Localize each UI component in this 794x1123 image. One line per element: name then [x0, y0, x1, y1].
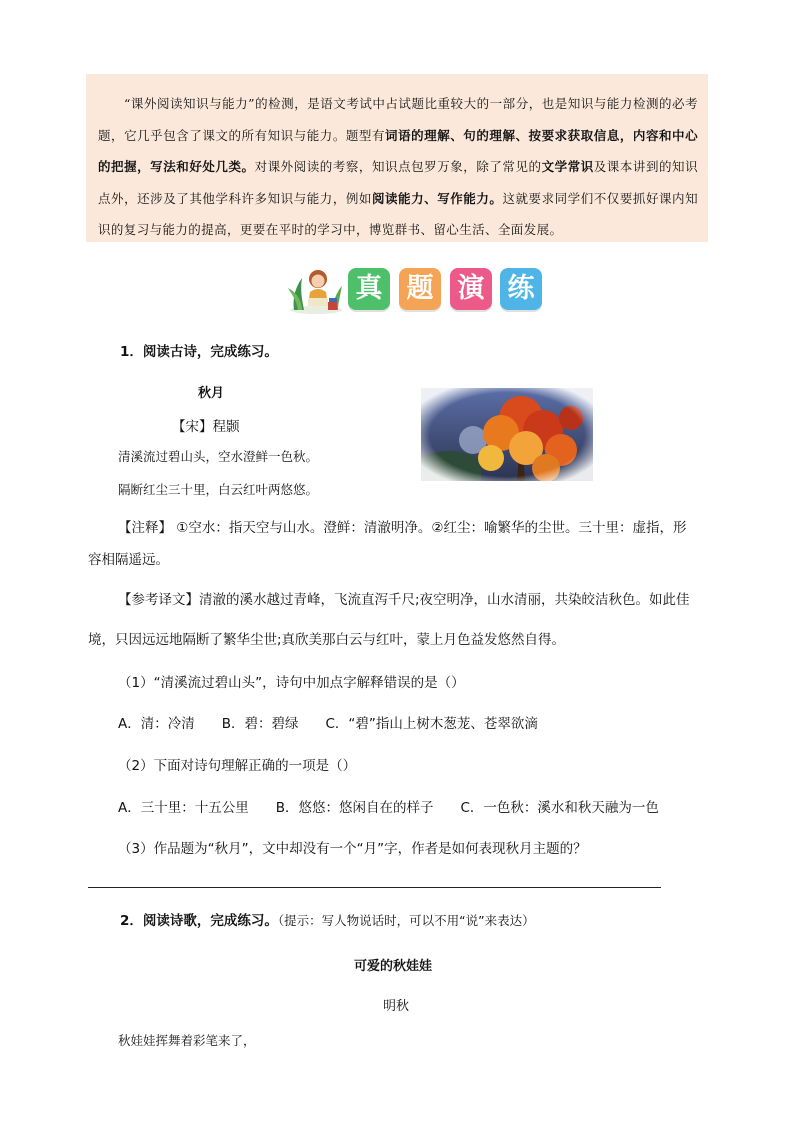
girl-reading-icon: [288, 264, 344, 314]
sub-question-2-options: A．三十里：十五公里 B．悠悠：悠闲自在的样子 C．一色秋：溪水和秋天融为一色: [118, 800, 659, 816]
poem-2-title: 可爱的秋娃娃: [354, 959, 433, 974]
translation-line-1: 【参考译文】清澈的溪水越过青峰，飞流直泻千尺;夜空明净，山水清丽，共染皎洁秋色。如此佳: [118, 592, 690, 608]
translation-line-2: 境，只因远远地隔断了繁华尘世;真欣美那白云与红叶，蒙上月色益发悠然自得。: [88, 632, 566, 648]
banner-tile-3: 演: [450, 268, 492, 310]
banner-tile-1: 真: [348, 268, 390, 310]
sub-question-2: （2）下面对诗句理解正确的一项是（）: [118, 758, 357, 774]
sub-question-1-options: A．清：冷清 B．碧：碧绿 C．“碧”指山上树木葱茏、苍翠欲滴: [118, 716, 538, 732]
intro-text-3: 及课本讲到的知识点外，还涉及了其他学科许多知识与能力，例如: [98, 159, 698, 206]
intro-text-2: 对课外阅读的考察，知识点包罗万象，除了常见的: [254, 159, 542, 174]
question-2-title: 2．阅读诗歌，完成练习。: [120, 913, 278, 929]
poem-1-line-2: 隔断红尘三十里，白云红叶两悠悠。: [118, 482, 319, 497]
section-banner: [288, 264, 550, 314]
question-2-hint: （提示：写人物说话时，可以不用“说”来表达）: [277, 913, 535, 928]
poem-1-author: 【宋】程颢: [172, 419, 240, 435]
intro-box: [86, 74, 708, 242]
sub-question-3: （3）作品题为“秋月”，文中却没有一个“月”字，作者是如何表现秋月主题的？: [118, 841, 587, 857]
note-line-2: 容相隔遥远。: [88, 552, 169, 568]
intro-text-1: “课外阅读知识与能力”的检测，是语文考试中占试题比重较大的一部分，也是知识与能力检测的必考题，它几乎包含了课文的所有知识与能力。题型有: [98, 96, 698, 143]
question-2-heading: [120, 909, 535, 929]
poem-2-line-1: 秋娃娃挥舞着彩笔来了，: [118, 1033, 256, 1048]
intro-text-4: 这就要求同学们不仅要抓好课内知识的复习与能力的提高，更要在平时的学习中，博览群书、留心生活、全面发展。: [98, 190, 698, 237]
note-line-1: 【注释】 ①空水：指天空与山水。澄鲜：清澈明净。②红尘：喻繁华的尘世。三十里：虚指，形: [118, 520, 687, 536]
question-1-title: 1．阅读古诗，完成练习。: [120, 344, 278, 360]
answer-line: [88, 887, 661, 888]
banner-tile-4: 练: [500, 268, 542, 310]
banner-tile-2: 题: [399, 268, 441, 310]
poem-1-line-1: 清溪流过碧山头，空水澄鲜一色秋。: [118, 449, 319, 464]
sub-question-1: （1）“清溪流过碧山头”，诗句中加点字解释错误的是（）: [118, 675, 465, 691]
poem-1-title: 秋月: [198, 386, 225, 401]
intro-bold-3: 阅读能力、写作能力。: [371, 190, 503, 206]
intro-bold-2: 文学常识: [541, 159, 594, 174]
autumn-maple-image: [421, 388, 593, 481]
poem-2-author: 明秋: [383, 999, 410, 1014]
intro-bold-1: 词语的理解、句的理解、按要求获取信息，内容和中心的把握，写法和好处几类。: [98, 127, 698, 174]
